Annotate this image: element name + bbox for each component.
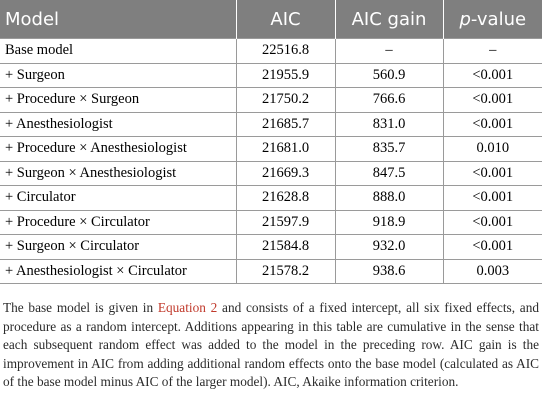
header-aic-gain: AIC gain: [335, 0, 443, 39]
cell-aic-gain: 835.7: [335, 137, 443, 162]
cell-p-value: <0.001: [443, 63, 542, 88]
cell-model: + Surgeon: [0, 63, 236, 88]
table-row: [0, 210, 542, 235]
cell-model: + Procedure × Surgeon: [0, 88, 236, 113]
equation-link[interactable]: Equation 2: [157, 300, 218, 315]
cell-model: Base model: [0, 39, 236, 64]
cell-aic: 21597.9: [236, 210, 335, 235]
table-header-row: [0, 0, 542, 39]
cell-p-value: <0.001: [443, 210, 542, 235]
cell-aic-gain: 918.9: [335, 210, 443, 235]
cell-model: + Anesthesiologist: [0, 112, 236, 137]
table-row: [0, 259, 542, 284]
cell-p-value: <0.001: [443, 235, 542, 260]
cell-p-value: 0.010: [443, 137, 542, 162]
cell-aic: 21584.8: [236, 235, 335, 260]
footnote-text-before: The base model is given in: [3, 300, 158, 315]
table-row: [0, 186, 542, 211]
cell-aic-gain: –: [335, 39, 443, 64]
cell-aic: 21669.3: [236, 161, 335, 186]
cell-aic-gain: 560.9: [335, 63, 443, 88]
cell-aic-gain: 938.6: [335, 259, 443, 284]
table-row: [0, 235, 542, 260]
footnote-text-after: and consists of a fixed intercept, all six fixed effects, and procedure as a random intercept. Additions appearing in this table are cumulative in the sense that each subsequent random effect was added to the model in the preceding row. AIC gain is the improvement in AIC from adding additional random effects onto the base model (calculated as AIC of the base model minus AIC of the larger model). AIC, Akaike information criterion.: [3, 300, 539, 390]
cell-aic: 21750.2: [236, 88, 335, 113]
header-p-value: [443, 0, 542, 39]
cell-model: + Circulator: [0, 186, 236, 211]
cell-p-value: <0.001: [443, 112, 542, 137]
table-row: [0, 88, 542, 113]
header-model: Model: [0, 0, 236, 39]
cell-aic: 21955.9: [236, 63, 335, 88]
cell-model: + Surgeon × Circulator: [0, 235, 236, 260]
cell-model: + Procedure × Anesthesiologist: [0, 137, 236, 162]
table-footnote: [3, 299, 539, 392]
cell-aic-gain: 888.0: [335, 186, 443, 211]
table-row: [0, 161, 542, 186]
cell-aic: 21628.8: [236, 186, 335, 211]
cell-model: + Anesthesiologist × Circulator: [0, 259, 236, 284]
cell-aic-gain: 847.5: [335, 161, 443, 186]
cell-aic: 21681.0: [236, 137, 335, 162]
cell-aic-gain: 932.0: [335, 235, 443, 260]
cell-aic: 21578.2: [236, 259, 335, 284]
cell-aic: 21685.7: [236, 112, 335, 137]
cell-p-value: <0.001: [443, 186, 542, 211]
table-row: [0, 137, 542, 162]
table-row: [0, 63, 542, 88]
cell-p-value: <0.001: [443, 88, 542, 113]
cell-aic-gain: 766.6: [335, 88, 443, 113]
cell-p-value: –: [443, 39, 542, 64]
header-aic: AIC: [236, 0, 335, 39]
cell-aic: 22516.8: [236, 39, 335, 64]
cell-aic-gain: 831.0: [335, 112, 443, 137]
table-row: [0, 39, 542, 64]
cell-model: + Procedure × Circulator: [0, 210, 236, 235]
header-p-italic: p: [459, 8, 471, 30]
table-row: [0, 112, 542, 137]
cell-p-value: <0.001: [443, 161, 542, 186]
cell-model: + Surgeon × Anesthesiologist: [0, 161, 236, 186]
header-p-suffix: -value: [470, 8, 527, 30]
cell-p-value: 0.003: [443, 259, 542, 284]
